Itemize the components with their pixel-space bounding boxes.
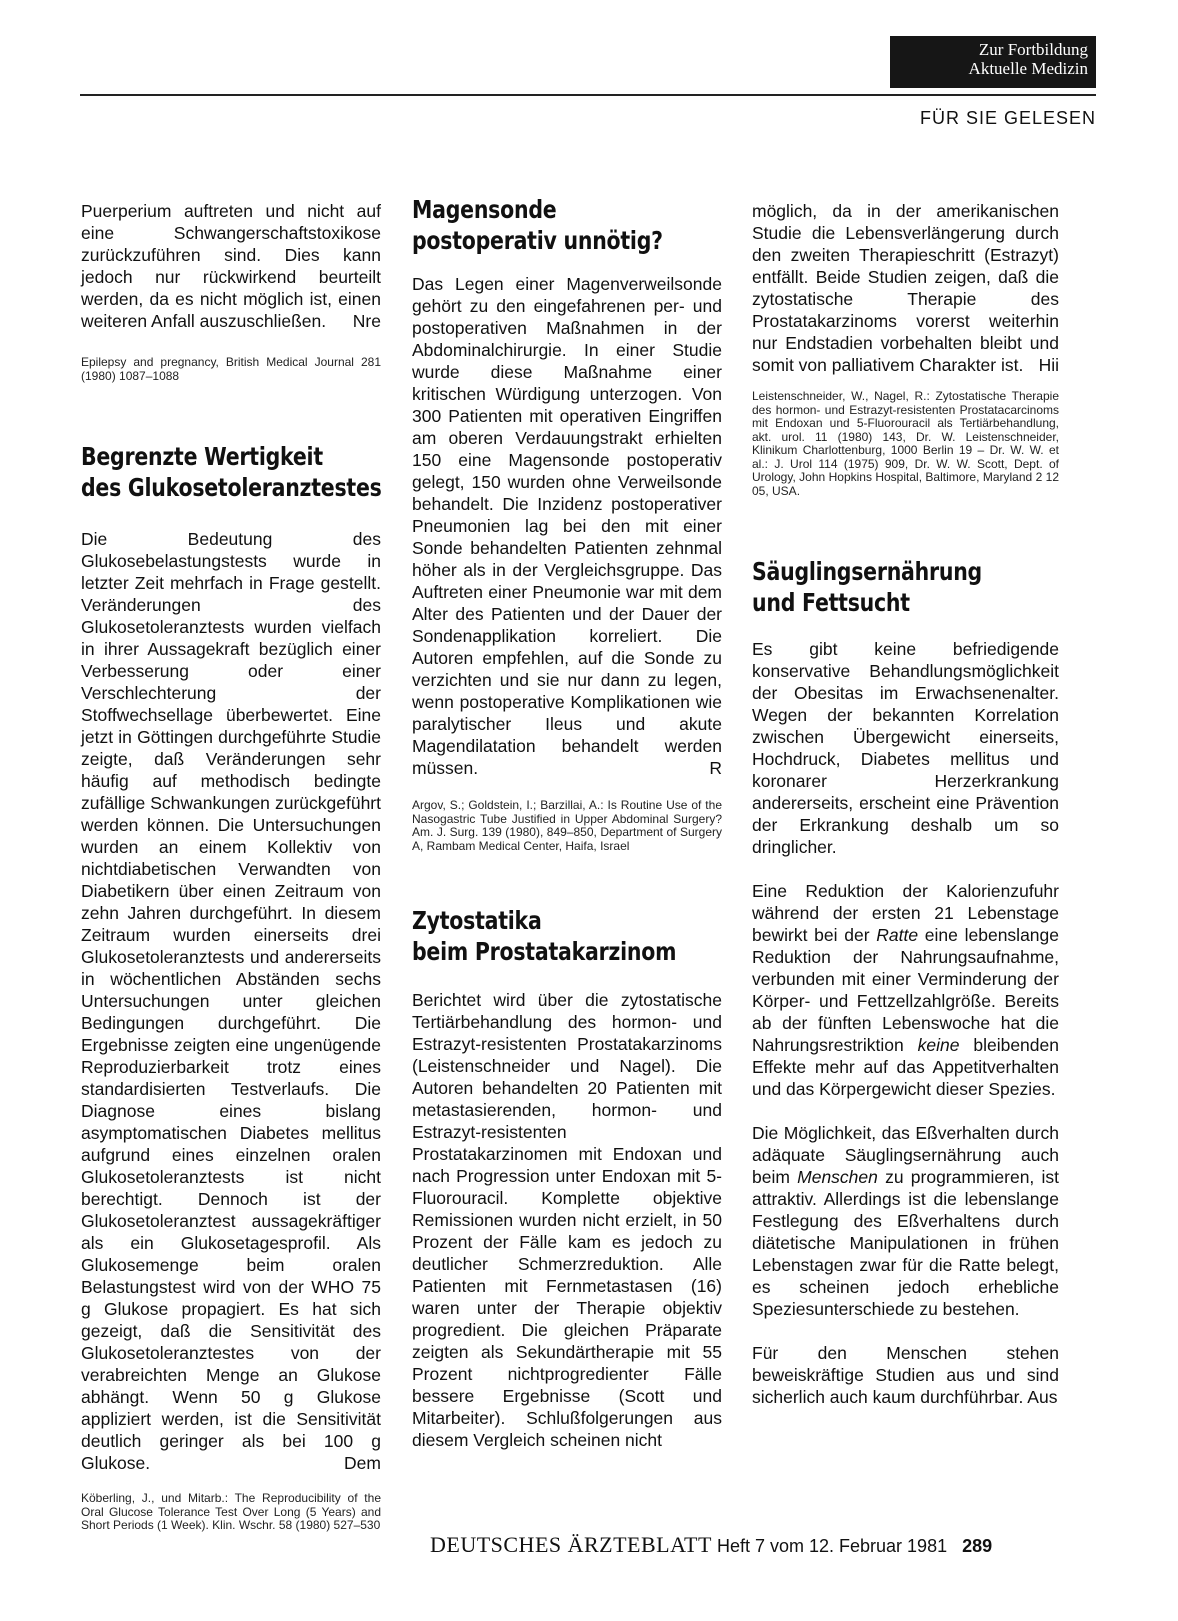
reference: Epilepsy and pregnancy, British Medical Journal 281 (1980) 1087–1088 (81, 355, 381, 383)
column-1 (81, 200, 381, 1533)
heading-line: des Glukosetoleranztestes (81, 473, 382, 502)
article-heading (412, 905, 722, 967)
article-body: Die Bedeutung des Glukosebelastungstests wurde in letzter Zeit mehrfach in Frage gestellt. Veränderungen des Glukosetoleranztests wurden vielfach in ihrer Aussagekraft bezüglich einer Verbesserung oder einer Verschlechterung der Stoffwechsellage überbewertet. Eine jetzt in Göttingen durchgeführte Studie zeigte, daß Veränderungen sehr häufig auf methodisch bedingte zufällige Schwankungen zurückgeführt werden können. Die Untersuchungen wurden an einem Kollektiv von nichtdiabetischen Verwandten von Diabetikern über einen Zeitraum von zehn Jahren durchgeführt. In diesem Zeitraum wurden einerseits drei Glukosetoleranztests und andererseits in wöchentlichen Abständen sechs Untersuchungen unter gleichen Bedingungen durchgeführt. Die Ergebnisse zeigten eine ungenügende Reproduzierbarkeit trotz eines standardisierten Testverlaufs. Die Diagnose eines bislang asymptomatischen Diabetes mellitus aufgrund eines einzelnen oralen Glukosetoleranztests ist nicht berechtigt. Dennoch ist der Glukosetoleranztest aussagekräftiger als ein Glukosetagesprofil. Als Glukosemenge beim oralen Belastungstest wird von der WHO 75 g Glukose propagiert. Es hat sich gezeigt, daß die Sensitivität des Glukosetoleranztestes von der verabreichten Menge an Glukose abhängt. Wenn 50 g Glukose appliziert werden, ist die Sensitivität deutlich geringer als bei 100 g Glukose. Dem (81, 529, 381, 1473)
article-heading (752, 556, 1059, 618)
article-paragraph: Für den Menschen stehen beweiskräftige Studien aus und sind sicherlich auch kaum durchführbar. Aus (752, 1343, 1059, 1407)
header-rule (80, 94, 1096, 96)
journal-name: DEUTSCHES ÄRZTEBLATT (430, 1532, 712, 1557)
heading-line: postoperativ unnötig? (412, 226, 663, 255)
page-number: 289 (962, 1536, 993, 1556)
article-heading (81, 441, 381, 503)
column-3 (752, 200, 1059, 1408)
article-heading (412, 194, 722, 256)
heading-line: Begrenzte Wertigkeit (81, 442, 323, 471)
article-body: Das Legen einer Magenverweilsonde gehört zu den eingefahrenen per- und postoperativen Maßnahmen in der Abdominalchirurgie. In einer Studie wurde diese Maßnahme einer kritischen Würdigung unterzogen. Von 300 Patienten mit operativen Eingriffen am oberen Verdauungstrakt erhielten 150 eine Magensonde postoperativ gelegt, 150 wurden ohne Verweilsonde behandelt. Die Inzidenz postoperativer Pneumonien lag bei den mit einer Sonde behandelten Patienten zehnmal höher als in der Vergleichsgruppe. Das Auftreten einer Pneumonie war mit dem Alter des Patienten und der Dauer der Sondenapplikation korreliert. Die Autoren empfehlen, auf die Sonde zu verzichten und sie nur dann zu legen, wenn postoperative Komplikationen wie paralytischer Ileus und akute Magendilatation behandelt werden müssen. R (412, 274, 722, 778)
reference: Leistenschneider, W., Nagel, R.: Zytostatische Therapie des hormon- und Estrazyt-resistenten Prostatacarcinoms mit Endoxan und 5-Fluorouracil als Tertiärbehandlung, akt. urol. 11 (1980) 143, Dr. W. Leistenschneider, Klinikum Charlottenburg, 1000 Berlin 19 – Dr. W. W. et al.: J. Urol 114 (1975) 909, Dr. W. W. Scott, Dept. of Urology, John Hopkins Hospital, Baltimore, Maryland 2 12 05, USA. (752, 389, 1059, 498)
heading-line: beim Prostatakarzinom (412, 937, 677, 966)
reference: Argov, S.; Goldstein, I.; Barzillai, A.: Is Routine Use of the Nasogastric Tube Justified in Upper Abdominal Surgery? Am. J. Surg. 139 (1980), 849–850, Department of Surgery A, Rambam Medical Center, Haifa, Israel (412, 798, 722, 853)
author-signature: Dem (344, 1453, 381, 1473)
heading-line: und Fettsucht (752, 588, 910, 617)
issue-info: Heft 7 vom 12. Februar 1981 (716, 1536, 948, 1556)
author-signature: Nre (352, 311, 381, 331)
article-continuation-text: möglich, da in der amerikanischen Studie die Lebensverlängerung durch den zweiten Therapieschritt (Estrazyt) entfällt. Beide Studien zeigen, daß die zytostatische Therapie des Prostatakarzinoms vorerst weiterhin nur Endstadien vorbehalten bleibt und somit von palliativem Charakter ist. Hii (752, 201, 1059, 375)
article-paragraph: Eine Reduktion der Kalorienzufuhr während der ersten 21 Lebenstage bewirkt bei der Ratte eine lebenslange Reduktion der Nahrungsaufnahme, verbunden mit einer Verminderung der Körper- und Fettzellzahlgröße. Bereits ab der fünften Lebenswoche hat die Nahrungsrestriktion keine bleibenden Effekte mehr auf das Appetitverhalten und das Körpergewicht dieser Spezies. (752, 881, 1059, 1099)
column-2 (412, 195, 722, 1451)
heading-line: Zytostatika (412, 906, 542, 935)
author-signature: R (709, 758, 722, 778)
section-label: FÜR SIE GELESEN (919, 108, 1096, 128)
heading-line: Magensonde (412, 195, 557, 224)
article-continuation-text: Puerperium auftreten und nicht auf eine Schwangerschaftstoxikose zurückzuführen sind. Dies kann jedoch nur rückwirkend beurteilt werden, da es nicht möglich ist, einen weiteren Anfall auszuschließen. Nre (81, 201, 381, 331)
page-footer (430, 1532, 992, 1558)
article-paragraph: Es gibt keine befriedigende konservative Behandlungsmöglichkeit der Obesitas im Erwachsenenalter. Wegen der bekannten Korrelation zwischen Übergewicht einerseits, Hochdruck, Diabetes mellitus und koronarer Herzerkrankung andererseits, erscheint eine Prävention der Erkrankung deshalb um so dringlicher. (752, 639, 1059, 857)
section-box-line1: Zur Fortbildung (978, 40, 1088, 59)
heading-line: Säuglingsernährung (752, 557, 982, 586)
author-signature: Hii (1038, 355, 1059, 375)
article-body: Berichtet wird über die zytostatische Tertiärbehandlung des hormon- und Estrazyt-resistenten Prostatakarzinoms (Leistenschneider und Nagel). Die Autoren behandelten 20 Patienten mit metastasierenden, hormon- und Estrazyt-resistenten Prostatakarzinomen mit Endoxan und nach Progression unter Endoxan mit 5-Fluorouracil. Komplette objektive Remissionen wurden nicht erzielt, in 50 Prozent der Fälle kam es jedoch zu deutlicher Schmerzreduktion. Alle Patienten mit Fernmetastasen (16) waren unter der Therapie objektiv progredient. Die gleichen Präparate zeigten als Sekundärtherapie mit 55 Prozent nichtprogredienter Fälle bessere Ergebnisse (Scott und Mitarbeiter). Schlußfolgerungen aus diesem Vergleich scheinen nicht (412, 990, 722, 1450)
section-box-line2: Aktuelle Medizin (968, 59, 1088, 78)
article-paragraph: Die Möglichkeit, das Eßverhalten durch adäquate Säuglingsernährung auch beim Menschen zu programmieren, ist attraktiv. Allerdings ist die lebenslange Festlegung des Eßverhaltens durch diätetische Manipulationen in frühen Lebenstagen zwar für die Ratte belegt, es scheinen jedoch erhebliche Speziesunterschiede zu bestehen. (752, 1123, 1059, 1319)
reference: Köberling, J., und Mitarb.: The Reproducibility of the Oral Glucose Tolerance Test Over Long (5 Years) and Short Periods (1 Week). Klin. Wschr. 58 (1980) 527–530 (81, 1491, 381, 1532)
section-box (890, 36, 1096, 88)
